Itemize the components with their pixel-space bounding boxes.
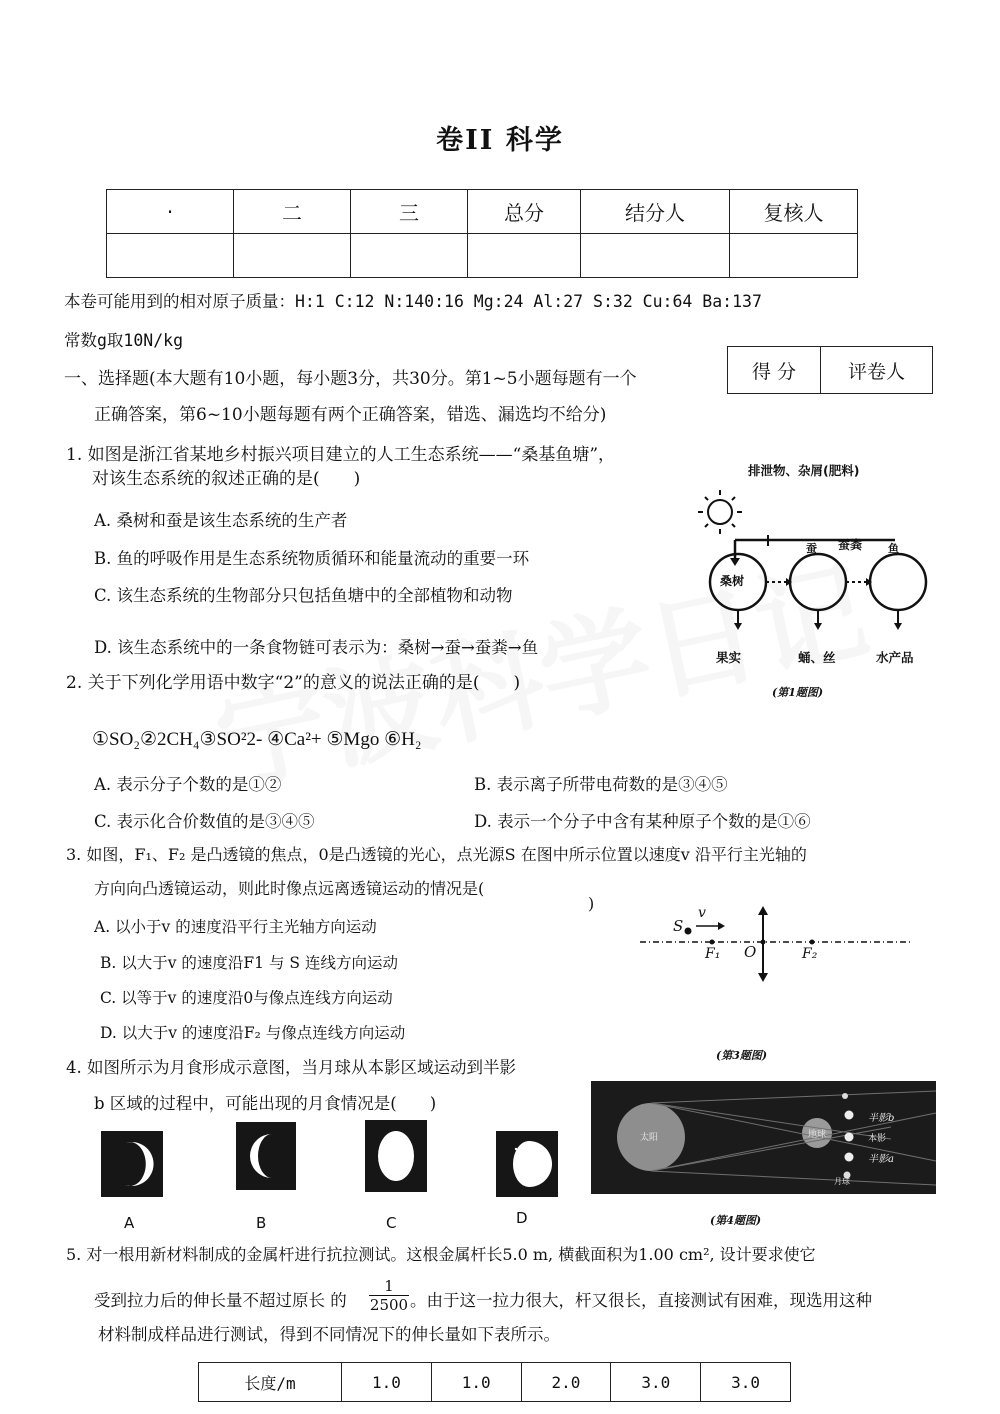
q3-option-b[interactable]: B. 以大于v 的速度沿F1 与 S 连线方向运动 xyxy=(100,954,398,972)
q5-line3: 材料制成样品进行测试，得到不同情况下的伸长量如下表所示。 xyxy=(98,1325,560,1344)
atomic-mass-line: 本卷可能用到的相对原子质量：H:1 C:12 N:140:16 Mg:24 Al:27 S:32 Cu:64 Ba:137 xyxy=(64,292,762,311)
q3-label-f2: F₂ xyxy=(802,946,818,962)
q3-label-f1: F₁ xyxy=(705,946,721,962)
q1-fig-top-label: 排泄物、杂屑(肥料) xyxy=(748,463,860,478)
q2-option-b[interactable]: B. 表示离子所带电荷数的是③④⑤ xyxy=(474,775,728,794)
q4-fig-sun: 太阳 xyxy=(640,1133,659,1143)
q5-table-cell: 2.0 xyxy=(521,1363,611,1402)
score-header-total: 总分 xyxy=(468,190,581,234)
q5-table-cell: 1.0 xyxy=(342,1363,432,1402)
q5-fraction-denominator: 2500 xyxy=(369,1296,409,1314)
q5-length-table xyxy=(198,1362,791,1402)
q3-label-s: S xyxy=(673,917,684,935)
score-header-1: · xyxy=(107,190,234,234)
q3-option-a[interactable]: A. 以小于v 的速度沿平行主光轴方向运动 xyxy=(94,918,377,936)
grader-reviewer-label: 评卷人 xyxy=(821,347,933,394)
q2-option-d[interactable]: D. 表示一个分子中含有某种原子个数的是①⑥ xyxy=(474,812,811,831)
q1-option-c[interactable]: C. 该生态系统的生物部分只包括鱼塘中的全部植物和动物 xyxy=(94,586,513,605)
q1-out-aquatic: 水产品 xyxy=(876,650,914,665)
q3-label-o: O xyxy=(744,943,757,961)
q5-table-cell: 1.0 xyxy=(431,1363,521,1402)
score-table xyxy=(106,189,858,278)
score-cell[interactable] xyxy=(107,234,234,278)
q3-stem-end: ) xyxy=(588,894,595,913)
q1-figure-caption: (第1题图) xyxy=(772,686,824,699)
q1-out-silk: 蛹、丝 xyxy=(798,650,836,665)
q3-label-v: v xyxy=(698,905,706,921)
q4-fig-penumbra-b: 半影b xyxy=(868,1113,895,1124)
q4-label-d: D xyxy=(516,1209,528,1227)
q1-node-silkworm: 蚕 xyxy=(806,542,817,555)
q4-fig-umbra: 本影 xyxy=(868,1134,887,1144)
q1-option-b[interactable]: B. 鱼的呼吸作用是生态系统物质循环和能量流动的重要一环 xyxy=(94,549,530,568)
score-header-reviewer: 复核人 xyxy=(730,190,858,234)
q5-line1: 5. 对一根用新材料制成的金属杆进行抗拉测试。这根金属杆长5.0 m, 横截面积为1.00 cm², 设计要求使它 xyxy=(66,1245,816,1264)
q4-label-a: A xyxy=(124,1214,135,1232)
q1-node-fish: 鱼 xyxy=(888,542,899,555)
q3-stem-line1: 3. 如图，F₁、F₂ 是凸透镜的焦点，0是凸透镜的光心，点光源S 在图中所示位置以速度v 沿平行主光轴的 xyxy=(66,845,807,864)
q1-out-fruit: 果实 xyxy=(716,650,742,665)
q4-moon-c[interactable] xyxy=(365,1120,427,1192)
gravity-constant-line: 常数g取10N/kg xyxy=(64,331,184,350)
q2-option-a[interactable]: A. 表示分子个数的是①② xyxy=(94,775,282,794)
grader-table xyxy=(727,346,933,394)
score-header-scorer: 结分人 xyxy=(581,190,730,234)
q1-node-mulberry: 桑树 xyxy=(720,574,745,588)
q1-option-d[interactable]: D. 该生态系统中的一条食物链可表示为：桑树→蚕→蚕粪→鱼 xyxy=(94,638,539,657)
score-header-3: 三 xyxy=(351,190,468,234)
q3-figure-caption: (第3题图) xyxy=(716,1049,768,1062)
q5-fraction-numerator: 1 xyxy=(369,1277,409,1296)
q4-stem-line2: b 区域的过程中，可能出现的月食情况是( ) xyxy=(94,1094,437,1113)
section-heading-line2: 正确答案，第6~10小题每题有两个正确答案，错选、漏选均不给分) xyxy=(94,405,607,425)
q4-fig-penumbra-a: 半影a xyxy=(868,1154,894,1165)
grader-score-label: 得 分 xyxy=(728,347,821,394)
q5-line2-a: 受到拉力后的伸长量不超过原长 的 xyxy=(94,1291,347,1310)
q4-fig-moon: 月球 xyxy=(834,1177,850,1186)
q4-label-b: B xyxy=(256,1214,267,1232)
q4-label-c: C xyxy=(386,1214,397,1232)
q1-ecosystem-diagram xyxy=(690,480,940,650)
q4-fig-earth: 地球 xyxy=(808,1130,827,1140)
sun-icon xyxy=(698,490,742,534)
q3-stem-line2: 方向向凸透镜运动，则此时像点远离透镜运动的情况是( xyxy=(94,879,485,898)
q2-stem: 2. 关于下列化学用语中数字“2”的意义的说法正确的是( ) xyxy=(66,673,521,693)
q4-moon-b[interactable] xyxy=(236,1122,296,1190)
q4-stem-line1: 4. 如图所示为月食形成示意图，当月球从本影区域运动到半影 xyxy=(66,1058,516,1077)
q5-fraction xyxy=(369,1277,409,1314)
q1-stem-line2: 对该生态系统的叙述正确的是( ) xyxy=(92,469,361,489)
score-cell[interactable] xyxy=(234,234,351,278)
score-cell[interactable] xyxy=(581,234,730,278)
q1-arrow-label: 蚕粪 xyxy=(838,538,863,552)
section-heading-line1: 一、选择题(本大题有10小题，每小题3分，共30分。第1~5小题每题有一个 xyxy=(64,369,637,389)
q1-stem-line1: 1. 如图是浙江省某地乡村振兴项目建立的人工生态系统——“桑基鱼塘”， xyxy=(66,445,616,465)
q2-formulas: ①SO₂②2CH₄③SO²2- ④Ca²+ ⑤Mgo ⑥H₂ xyxy=(92,729,422,750)
q5-table-cell: 3.0 xyxy=(611,1363,701,1402)
q4-moon-d[interactable] xyxy=(496,1131,558,1197)
q1-option-a[interactable]: A. 桑树和蚕是该生态系统的生产者 xyxy=(94,511,348,530)
q5-table-cell: 3.0 xyxy=(701,1363,791,1402)
score-header-2: 二 xyxy=(234,190,351,234)
score-cell[interactable] xyxy=(730,234,858,278)
q2-option-c[interactable]: C. 表示化合价数值的是③④⑤ xyxy=(94,812,315,831)
q3-option-c[interactable]: C. 以等于v 的速度沿0与像点连线方向运动 xyxy=(100,989,393,1007)
score-cell[interactable] xyxy=(468,234,581,278)
q4-figure-caption: (第4题图) xyxy=(710,1214,762,1227)
q5-table-header: 长度/m xyxy=(199,1363,342,1402)
q4-moon-a[interactable] xyxy=(101,1131,163,1197)
page-title: 卷II 科学 xyxy=(436,125,564,156)
q3-option-d[interactable]: D. 以大于v 的速度沿F₂ 与像点连线方向运动 xyxy=(100,1024,406,1042)
q5-line2-b: 。由于这一拉力很大，杆又很长，直接测试有困难，现选用这种 xyxy=(410,1291,872,1310)
score-cell[interactable] xyxy=(351,234,468,278)
